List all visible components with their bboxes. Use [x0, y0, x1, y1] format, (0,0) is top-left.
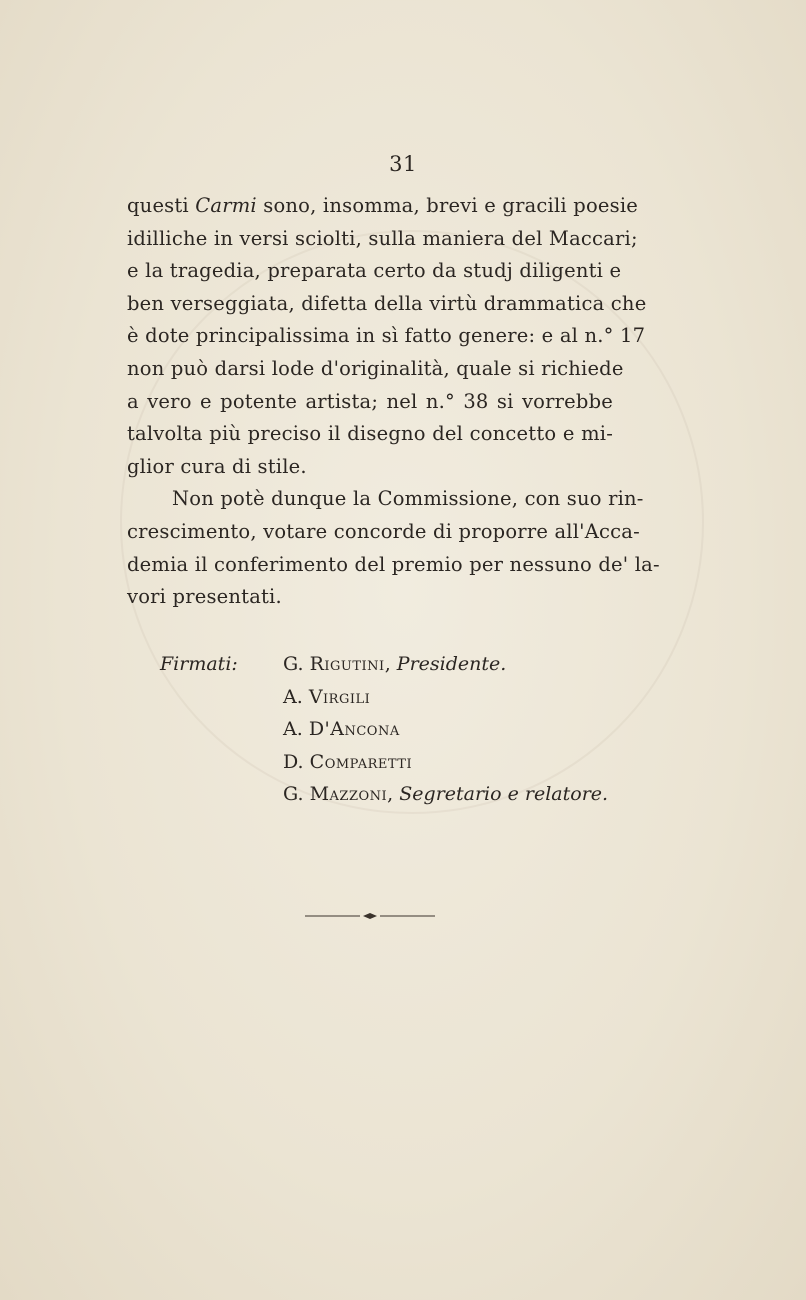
signer-role: Presidente.	[396, 653, 507, 675]
signer-initial: G.	[283, 653, 304, 675]
text-line: e la tragedia, preparata certo da studj diligenti e	[127, 259, 622, 283]
signer-surname: D'Ancona	[308, 718, 400, 740]
signed-label: Firmati:	[160, 653, 238, 675]
signature-block	[160, 648, 608, 811]
paragraph-2	[127, 483, 660, 613]
end-ornament-divider	[305, 912, 435, 920]
signer-initial: G.	[283, 783, 304, 805]
signer-surname: Rigutini	[309, 653, 385, 675]
paragraph-1	[127, 190, 647, 483]
signer-role: Segretario e relatore.	[399, 783, 609, 805]
text-line: glior cura di stile.	[127, 454, 307, 478]
text-line: talvolta più preciso il disegno del concetto e mi-	[127, 422, 613, 446]
text-line: demia il conferimento del premio per nessuno de' la-	[127, 552, 660, 576]
signature-row: Firmati: G. Rigutini , Presidente.	[160, 648, 608, 681]
text-line: vori presentati.	[127, 585, 282, 609]
text-line: questi Carmi sono, insomma, brevi e gracili poesie	[127, 194, 639, 217]
text-line: è dote principalissima in sì fatto genere: e al n.° 17	[127, 324, 646, 348]
signature-row	[160, 713, 608, 746]
text-line: a vero e potente artista; nel n.° 38 si vorrebbe	[127, 389, 613, 413]
signer-surname: Mazzoni	[309, 783, 388, 805]
text-line: non può darsi lode d'originalità, quale si richiede	[127, 356, 624, 380]
signer-initial: A.	[283, 685, 303, 708]
signer-surname: Virgili	[308, 685, 371, 708]
text-line: idilliche in versi sciolti, sulla maniera del Maccari;	[127, 226, 638, 250]
signature-row	[160, 746, 608, 779]
text-line: Non potè dunque la Commissione, con suo rin-	[172, 487, 644, 511]
signature-row: G. Mazzoni , Segretario e relatore.	[160, 778, 608, 811]
signer-surname: Comparetti	[309, 750, 413, 773]
text-line: ben verseggiata, difetta della virtù drammatica che	[127, 291, 647, 315]
body-text	[127, 190, 660, 614]
signer-initial: D.	[283, 750, 304, 773]
page-number: 31	[389, 152, 417, 176]
signature-row	[160, 681, 608, 714]
text-line: crescimento, votare concorde di proporre all'Acca-	[127, 519, 640, 543]
signer-initial: A.	[283, 718, 303, 740]
